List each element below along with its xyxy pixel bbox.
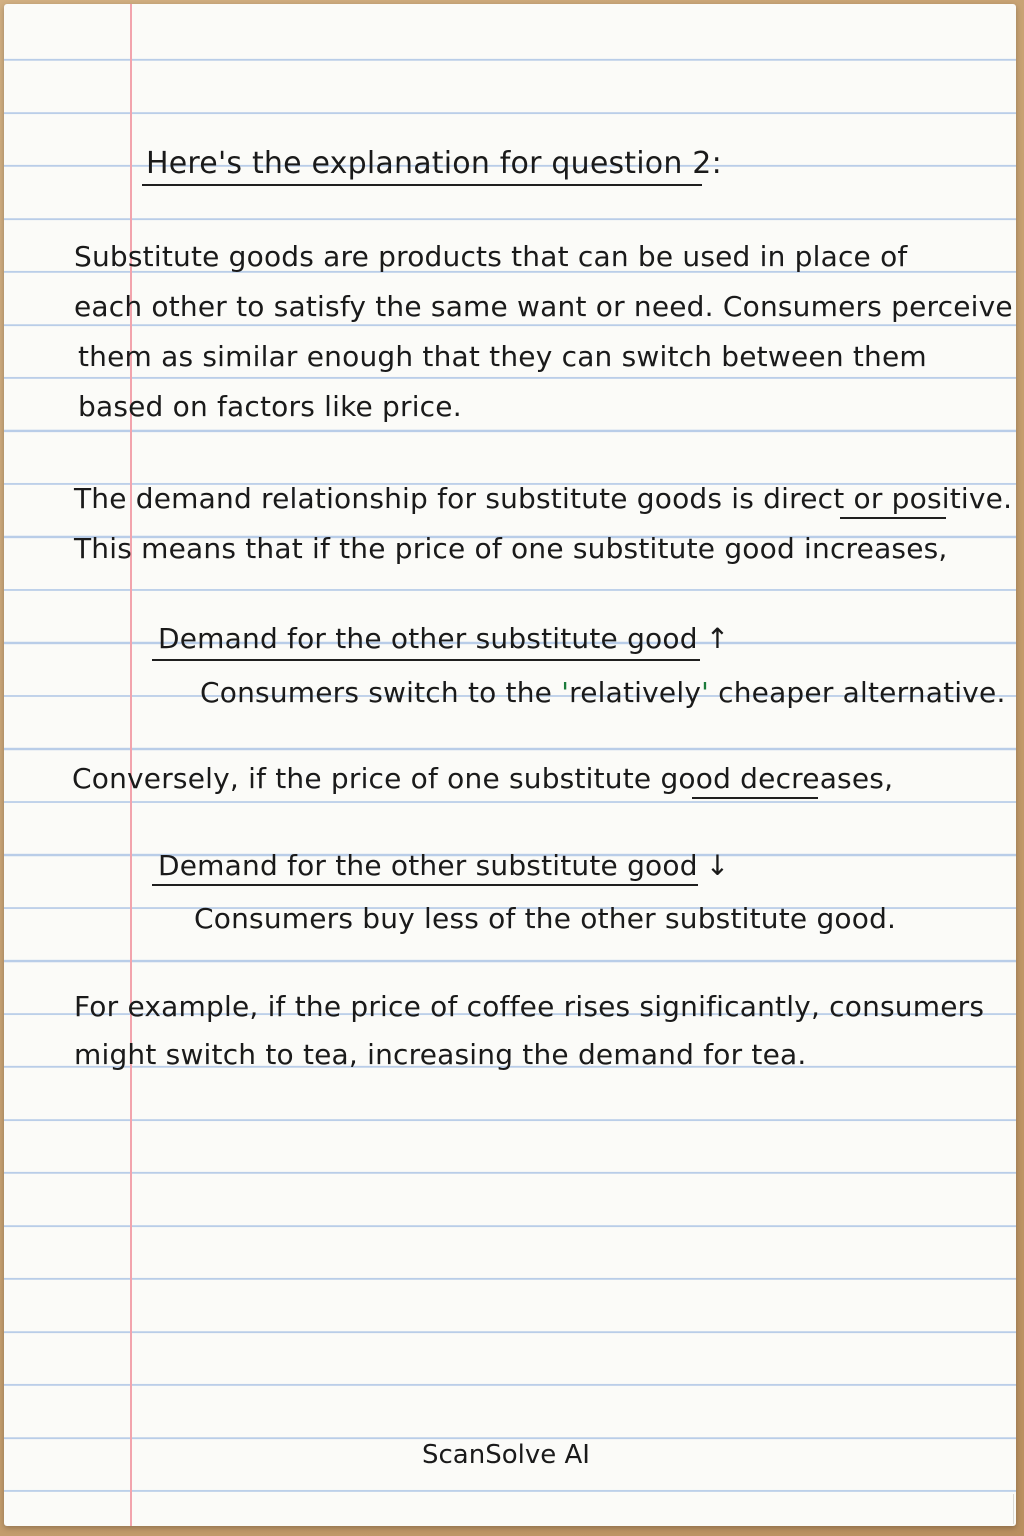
decrease-heading — [158, 849, 729, 882]
quote-close-mark: ' — [701, 676, 709, 709]
arrow-down-icon: ↓ — [705, 849, 730, 882]
decrease-heading-underline — [152, 884, 698, 886]
increase-note-suffix: cheaper alternative. — [709, 676, 1006, 709]
title-underline — [142, 184, 702, 186]
paragraph2-text: The demand relationship for substitute goods is direct or — [74, 482, 883, 515]
paragraph3-emphasis: decreases — [740, 762, 885, 795]
paragraph3 — [72, 762, 893, 795]
decreases-underline — [692, 797, 818, 799]
paragraph1-line4: based on factors like price. — [78, 390, 462, 423]
positive-underline — [840, 517, 946, 519]
paragraph2-positive: positive. — [891, 482, 1013, 515]
lined-paper — [4, 4, 1016, 1526]
paragraph4-line2: might switch to tea, increasing the demand for tea. — [74, 1038, 807, 1071]
paragraph1-line1: Substitute goods are products that can be used in place of — [74, 240, 908, 273]
increase-heading-text: Demand for the other substitute good — [158, 622, 698, 655]
paragraph4-line1: For example, if the price of coffee rises significantly, consumers — [74, 990, 985, 1023]
decrease-heading-text: Demand for the other substitute good — [158, 849, 698, 882]
increase-heading — [158, 622, 729, 655]
paragraph3-suffix: , — [884, 762, 894, 795]
page-edge — [1007, 1494, 1014, 1524]
quote-open-mark: ' — [561, 676, 570, 709]
paragraph2-line2: This means that if the price of one substitute good increases, — [74, 532, 948, 565]
increase-heading-underline — [152, 659, 700, 661]
paragraph3-prefix: Conversely, if the price of one substitute good — [72, 762, 741, 795]
increase-note-word: relatively — [569, 676, 702, 709]
paragraph1-line3: them as similar enough that they can switch between them — [78, 340, 927, 373]
paragraph2-line1 — [74, 482, 1012, 515]
footer-brand: ScanSolve AI — [422, 1440, 590, 1470]
increase-note — [200, 676, 1006, 709]
decrease-note: Consumers buy less of the other substitute good. — [194, 902, 897, 935]
paragraph1-line2: each other to satisfy the same want or need. Consumers perceive — [74, 290, 1013, 323]
increase-note-prefix: Consumers switch to the — [200, 676, 562, 709]
arrow-up-icon: ↑ — [705, 622, 730, 655]
page-title: Here's the explanation for question 2: — [146, 146, 722, 181]
